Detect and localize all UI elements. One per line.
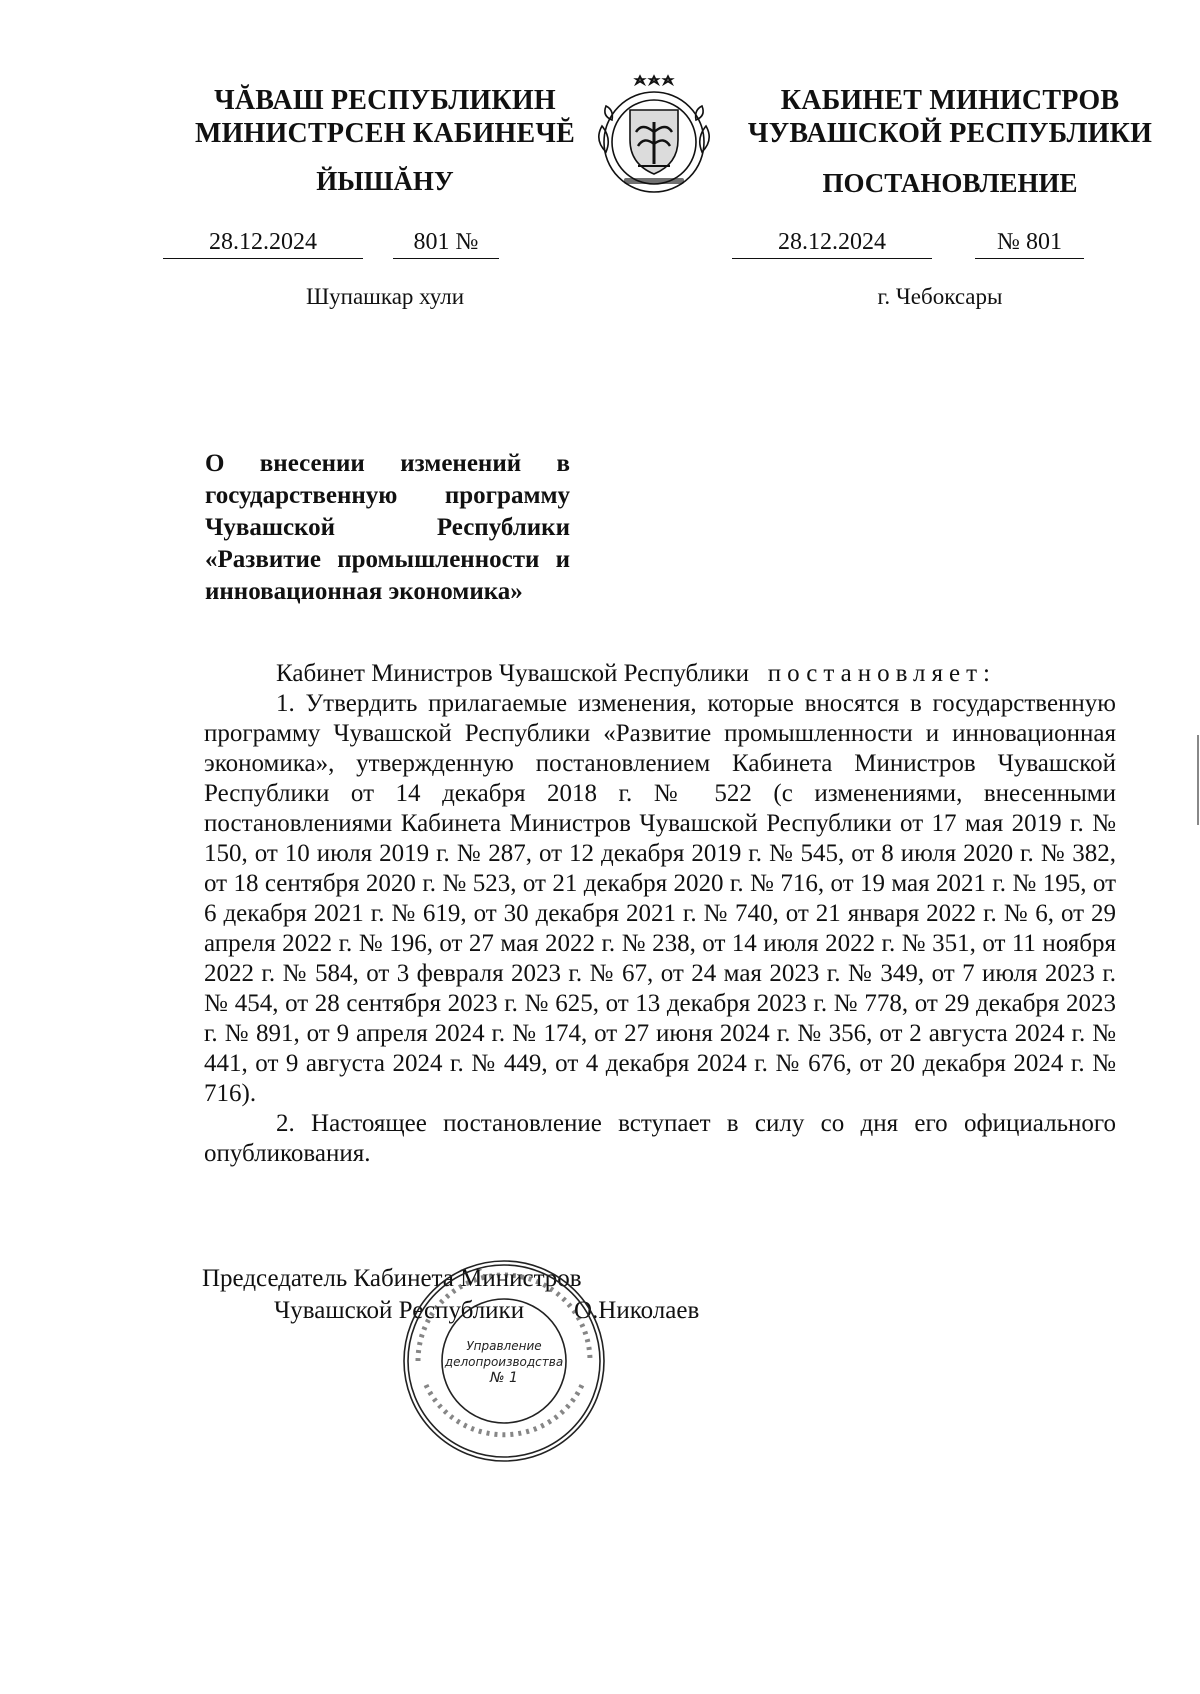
- left-date-field: 28.12.2024: [163, 228, 363, 259]
- chuvash-coat-of-arms-icon: [590, 66, 718, 204]
- crown-icon: [636, 76, 672, 84]
- right-number-field: № 801: [975, 228, 1084, 259]
- signature-line1: Председатель Кабинета Министров: [202, 1265, 582, 1292]
- right-place: г. Чебоксары: [877, 284, 1003, 309]
- left-place: Шупашкар хули: [305, 284, 465, 309]
- header-left-doc-type: ЙЫШĂНУ: [316, 166, 454, 196]
- right-date-field: 28.12.2024: [732, 228, 932, 259]
- header-right-doc-type: ПОСТАНОВЛЕНИЕ: [822, 168, 1078, 198]
- header-right-title: [735, 84, 1165, 150]
- header-right-title-line2: ЧУВАШСКОЙ РЕСПУБЛИКИ: [747, 118, 1153, 149]
- body-item-1: 1. Утвердить прилагаемые изменения, которые вносятся в государственную программу Чувашской Республики «Развитие промышленности и инновационная экономика», утвержденную постановлением Кабинета Министров Чувашской Республики от 14 декабря 2018 г. № 522 (с изменениями, внесенными постановлениями Кабинета Министров Чувашской Республики от 17 мая 2019 г. № 150, от 10 июля 2019 г. № 287, от 12 декабря 2019 г. № 545, от 8 июля 2020 г. № 382, от 18 сентября 2020 г. № 523, от 21 декабря 2020 г. № 716, от 19 мая 2021 г. № 195, от 6 декабря 2021 г. № 619, от 30 декабря 2021 г. № 740, от 21 января 2022 г. № 6, от 29 апреля 2022 г. № 196, от 27 мая 2022 г. № 238, от 14 июля 2022 г. № 351, от 11 ноября 2022 г. № 584, от 3 февраля 2023 г. № 67, от 24 мая 2023 г. № 349, от 7 июля 2023 г. № 454, от 28 сентября 2023 г. № 625, от 13 декабря 2023 г. № 778, от 29 декабря 2023 г. № 891, от 9 апреля 2024 г. № 174, от 27 июня 2024 г. № 356, от 2 августа 2024 г. № 441, от 9 августа 2024 г. № 449, от 4 декабря 2024 г. № 676, от 20 декабря 2024 г. № 716).: [204, 690, 1116, 1107]
- signature-line2: Чувашской Республики: [274, 1297, 525, 1324]
- body-intro-text: Кабинет Министров Чувашской Республики: [276, 660, 750, 687]
- document-subject: О внесении изменений в государственную программу Чувашской Республики «Развитие промышленности и инновационная экономика»: [205, 450, 570, 605]
- header-left-title-line1: ЧĂВАШ РЕСПУБЛИКИН: [214, 85, 556, 116]
- body-intro-verb: постановляет:: [767, 660, 997, 687]
- header-left-title-line2: МИНИСТРСЕН КАБИНЕЧĔ: [194, 118, 576, 149]
- signature-name: О.Николаев: [574, 1297, 700, 1324]
- body-intro: [204, 659, 1116, 689]
- header-left-title: [160, 84, 610, 150]
- stamp-center: [444, 1338, 564, 1386]
- body-item-2: 2. Настоящее постановление вступает в силу со дня его официального опубликования.: [204, 1110, 1116, 1167]
- scan-edge-mark: [1197, 735, 1199, 825]
- stamp-center-line1: Управление: [466, 1339, 542, 1353]
- stamp-center-line3: № 1: [490, 1370, 518, 1386]
- document-body: [204, 659, 1116, 1169]
- left-number-field: 801 №: [393, 228, 499, 259]
- stamp-center-line2: делопроизводства: [444, 1355, 564, 1369]
- header-right-title-line1: КАБИНЕТ МИНИСТРОВ: [780, 85, 1120, 116]
